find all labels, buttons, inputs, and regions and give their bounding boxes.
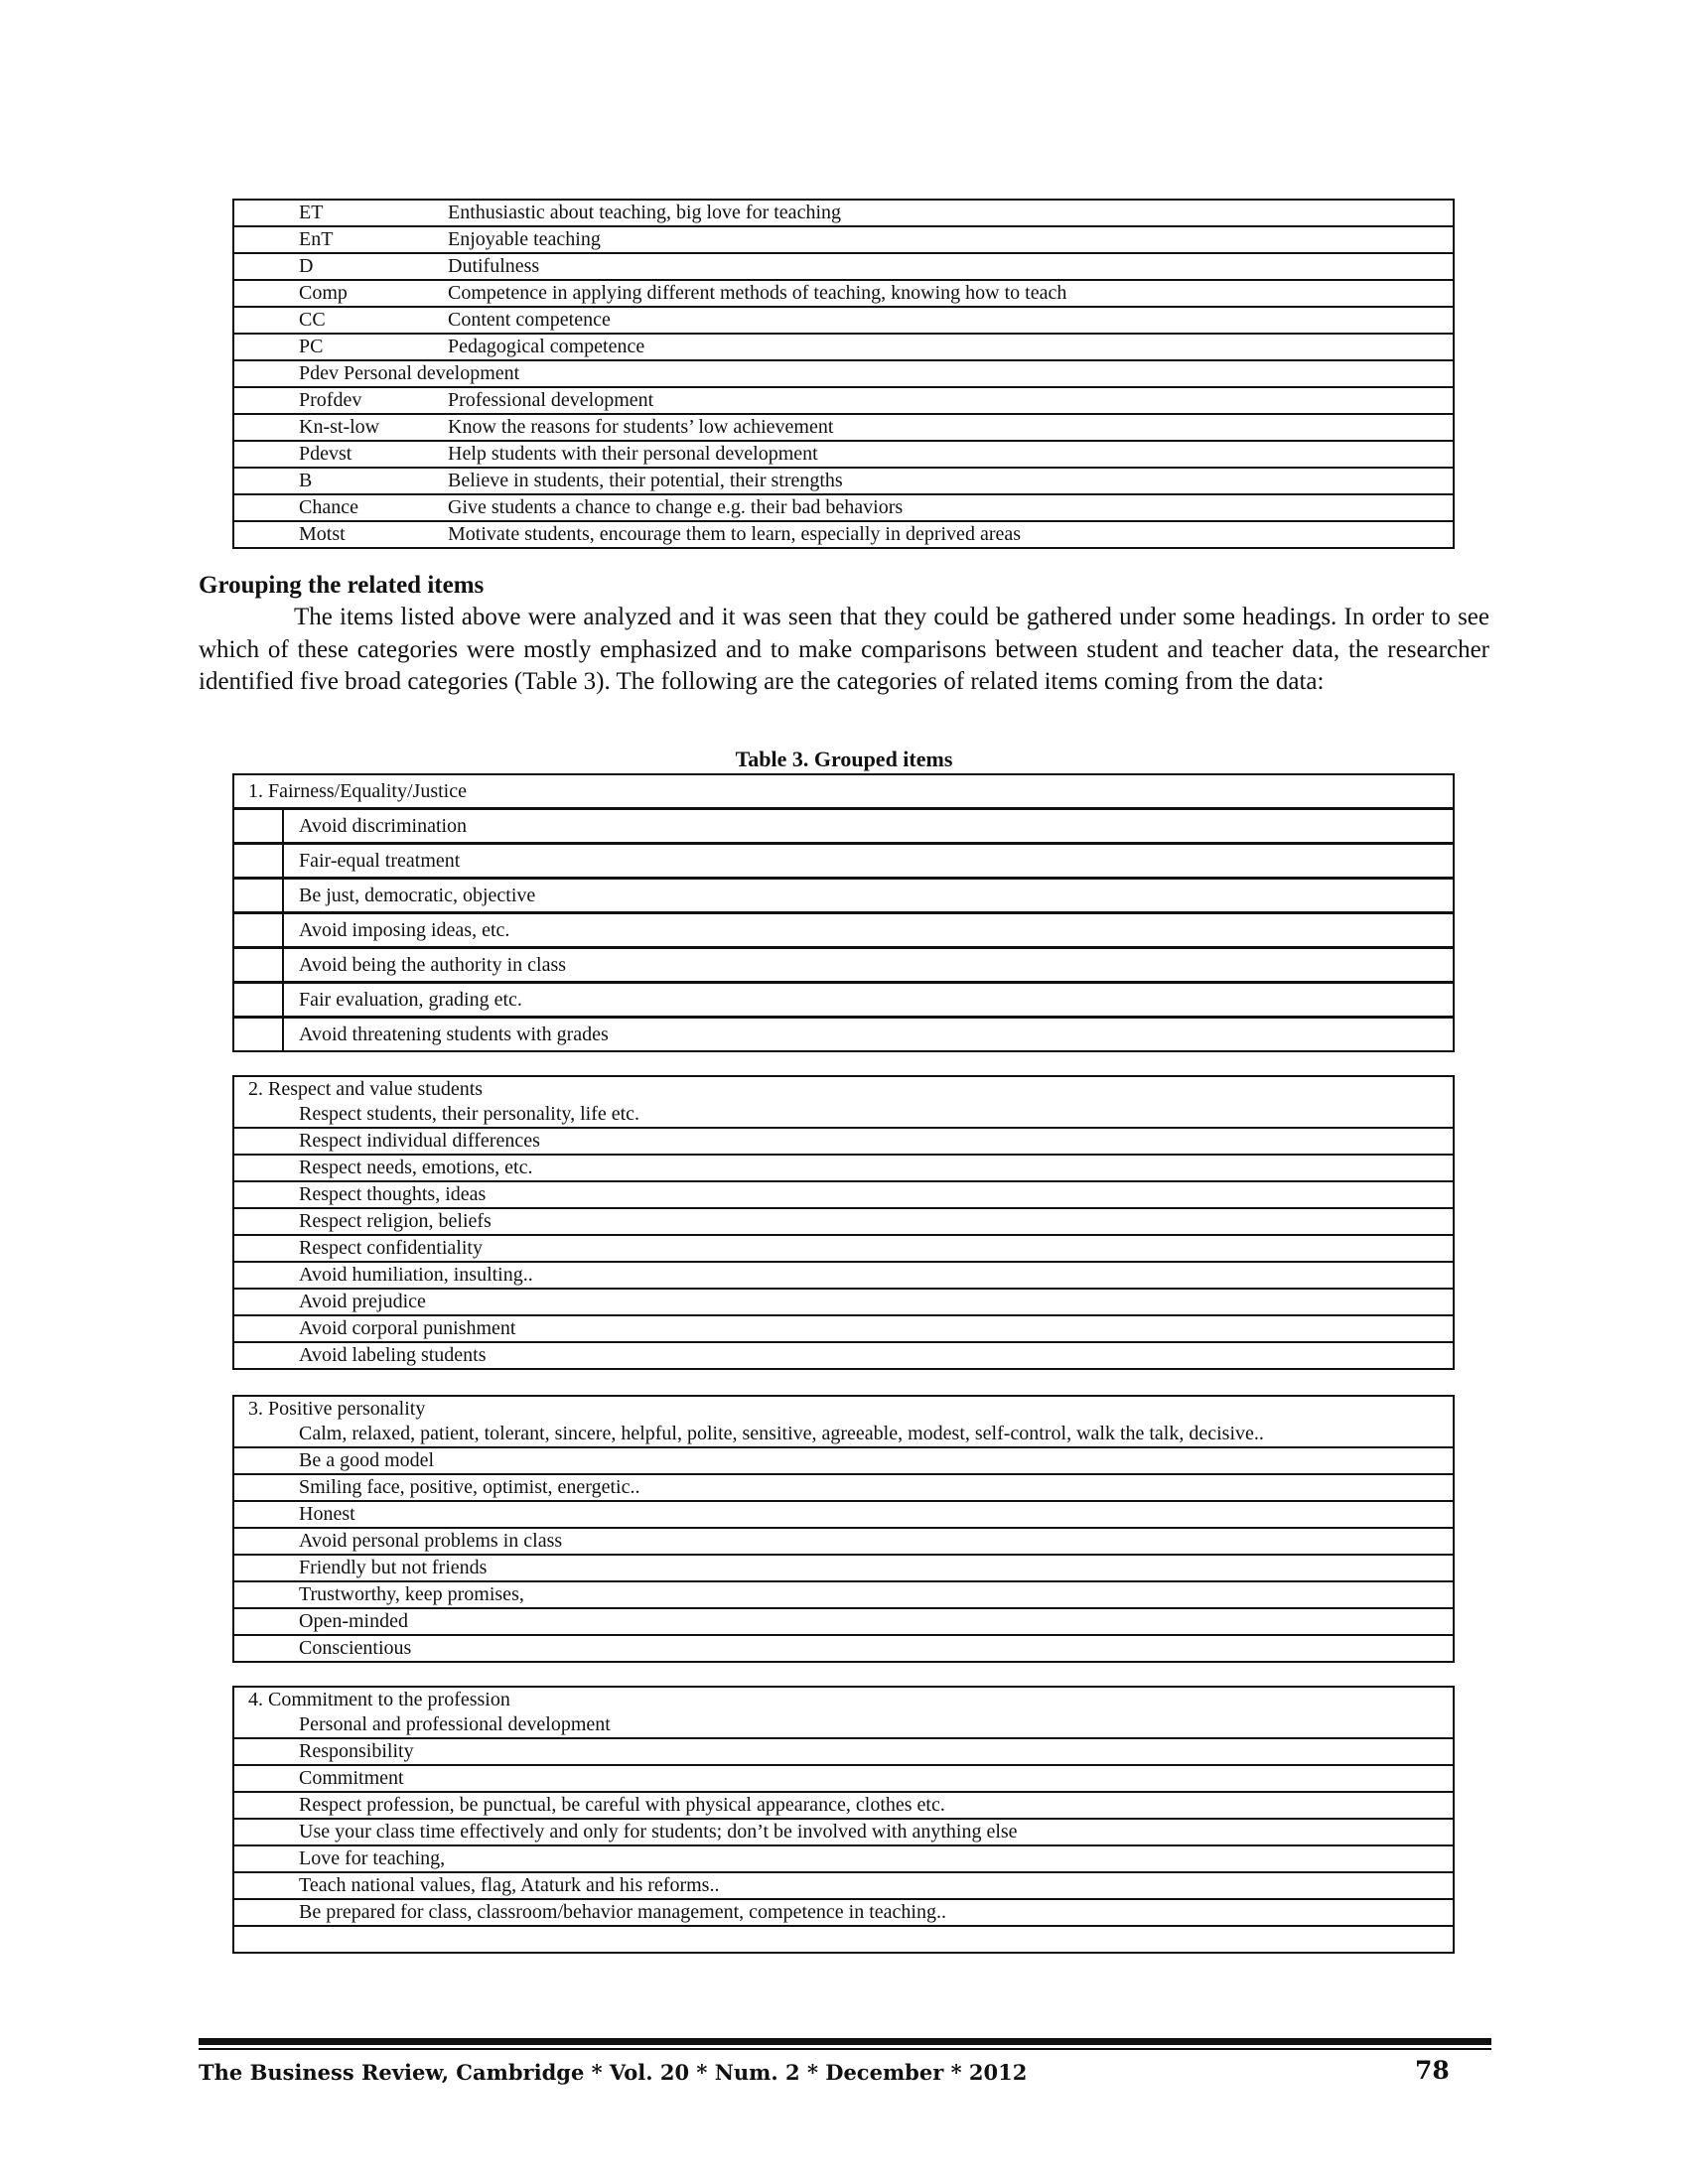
group-item: Smiling face, positive, optimist, energetic.. (233, 1474, 1454, 1501)
group-item-row (233, 1018, 1454, 1052)
group-item-row (233, 1422, 1454, 1447)
group-item: Personal and professional development (299, 1713, 611, 1735)
abbreviation-code: Chance (233, 494, 448, 521)
abbreviation-code: Profdev (233, 387, 448, 414)
group-item: Conscientious (233, 1635, 1454, 1662)
abbreviation-row (233, 414, 1454, 441)
abbreviation-code: ET (299, 202, 324, 223)
group-items (233, 809, 1454, 1052)
group-item-row (233, 913, 1454, 948)
group-item: Responsibility (233, 1738, 1454, 1765)
footer-rule-thin (199, 2048, 1491, 2050)
abbreviation-code: Comp (233, 280, 448, 307)
group-item-row (233, 1738, 1454, 1765)
abbreviation-row (233, 280, 1454, 307)
abbreviation-description: Enthusiastic about teaching, big love for teaching (448, 202, 841, 223)
group-item: Avoid imposing ideas, etc. (283, 913, 1454, 948)
abbreviation-table-body (233, 200, 1454, 548)
group-table-commitment (232, 1686, 1455, 1954)
group-item-row (233, 1926, 1454, 1953)
abbreviation-row (233, 387, 1454, 414)
abbreviation-description: Competence in applying different methods of teaching, knowing how to teach (448, 280, 1454, 307)
abbreviation-description: Content competence (448, 307, 1454, 334)
group-header-row (233, 774, 1454, 809)
group-item-row (233, 1155, 1454, 1181)
group-item-row (233, 1289, 1454, 1315)
abbreviation-description: Help students with their personal development (448, 441, 1454, 468)
group-item: Honest (233, 1501, 1454, 1528)
group-item: Avoid labeling students (233, 1342, 1454, 1369)
group-item: Respect religion, beliefs (233, 1208, 1454, 1235)
group-item: Avoid discrimination (283, 809, 1454, 844)
group-items (233, 1102, 1454, 1369)
group-item-row (233, 1501, 1454, 1528)
group-item-row (233, 983, 1454, 1018)
empty-cell (233, 879, 283, 913)
section-paragraph-text: The items listed above were analyzed and it was seen that they could be gathered under some headings. In order to see which of these categories were mostly emphasized and to make comparisons between student and teacher data, the researcher identified five broad categories (Table 3). The following are the categories of related items coming from the data: (199, 604, 1489, 695)
empty-cell (233, 983, 283, 1018)
group-item: Love for teaching, (233, 1845, 1454, 1872)
group-table-respect (232, 1075, 1455, 1370)
group-item: Be prepared for class, classroom/behavior management, competence in teaching.. (233, 1899, 1454, 1926)
group-header-row (233, 1396, 1454, 1422)
abbreviation-description: Professional development (448, 387, 1454, 414)
group-items (233, 1712, 1454, 1953)
group-title: 2. Respect and value students (248, 1078, 484, 1100)
group-item: Avoid personal problems in class (233, 1528, 1454, 1555)
empty-cell (233, 844, 283, 879)
abbreviation-row (233, 441, 1454, 468)
group-item: Avoid threatening students with grades (283, 1018, 1454, 1052)
abbreviation-code: D (233, 253, 448, 280)
page-number: 78 (1415, 2056, 1450, 2085)
abbreviation-description: Believe in students, their potential, their strengths (448, 468, 1454, 494)
group-item: Respect confidentiality (233, 1235, 1454, 1262)
group-item: Respect needs, emotions, etc. (233, 1155, 1454, 1181)
abbreviation-row (233, 521, 1454, 548)
abbreviation-description: Motivate students, encourage them to learn, especially in deprived areas (448, 521, 1454, 548)
abbreviation-row (233, 226, 1454, 253)
abbreviation-row (233, 468, 1454, 494)
group-item-row (233, 1899, 1454, 1926)
group-item-row (233, 1102, 1454, 1128)
group-item-row (233, 1845, 1454, 1872)
group-item-row (233, 1765, 1454, 1792)
group-item: Teach national values, flag, Ataturk and his reforms.. (233, 1872, 1454, 1899)
group-table-fairness (232, 773, 1455, 1052)
abbreviation-row (233, 494, 1454, 521)
group-item-row (233, 1635, 1454, 1662)
group-header-row (233, 1076, 1454, 1102)
group-item-row (233, 1181, 1454, 1208)
group-title: 4. Commitment to the profession (248, 1689, 510, 1710)
empty-cell (233, 1018, 283, 1052)
group-item-row (233, 1315, 1454, 1342)
group-item-row (233, 1608, 1454, 1635)
group-header-row (233, 1687, 1454, 1712)
abbreviation-row (233, 307, 1454, 334)
abbreviation-code: Pdev Personal development (233, 360, 1454, 387)
group-item-row (233, 1342, 1454, 1369)
group-item: Be a good model (233, 1447, 1454, 1474)
group-title: 1. Fairness/Equality/Justice (248, 780, 467, 802)
abbreviation-description: Dutifulness (448, 253, 1454, 280)
group-item: Respect thoughts, ideas (233, 1181, 1454, 1208)
group-item-row (233, 809, 1454, 844)
footer-journal: The Business Review, Cambridge * Vol. 20 * Num. 2 * December * 2012 (199, 2060, 1028, 2085)
empty-cell (233, 948, 283, 983)
group-item: Avoid being the authority in class (283, 948, 1454, 983)
group-item-row (233, 879, 1454, 913)
group-item-row (233, 1447, 1454, 1474)
group-item-row (233, 1262, 1454, 1289)
group-item: Be just, democratic, objective (283, 879, 1454, 913)
group-item-row (233, 1819, 1454, 1845)
group-item: Respect individual differences (233, 1128, 1454, 1155)
group-item-row (233, 1528, 1454, 1555)
section-paragraph (199, 602, 1489, 699)
group-item: Calm, relaxed, patient, tolerant, sincere, helpful, polite, sensitive, agreeable, modest, self-control, walk the talk, decisive.. (299, 1423, 1264, 1444)
abbreviation-code: Kn-st-low (233, 414, 448, 441)
group-item: Use your class time effectively and only for students; don’t be involved with anything else (233, 1819, 1454, 1845)
group-item: Respect profession, be punctual, be careful with physical appearance, clothes etc. (233, 1792, 1454, 1819)
abbreviation-code: EnT (233, 226, 448, 253)
abbreviation-code: Motst (233, 521, 448, 548)
group-item-row (233, 1474, 1454, 1501)
section-heading: Grouping the related items (199, 572, 485, 599)
group-item-row (233, 1555, 1454, 1581)
group-items (233, 1422, 1454, 1662)
group-title: 3. Positive personality (248, 1398, 426, 1420)
abbreviation-code: Pdevst (233, 441, 448, 468)
group-item: Fair evaluation, grading etc. (283, 983, 1454, 1018)
group-item: Avoid prejudice (233, 1289, 1454, 1315)
group-item: Avoid corporal punishment (233, 1315, 1454, 1342)
group-item: Open-minded (233, 1608, 1454, 1635)
abbreviation-row (233, 253, 1454, 280)
group-item-row (233, 1792, 1454, 1819)
footer-rule-thick (199, 2038, 1491, 2045)
abbreviation-description: Enjoyable teaching (448, 226, 1454, 253)
abbreviation-description: Pedagogical competence (448, 334, 1454, 360)
group-item (233, 1926, 1454, 1953)
empty-cell (233, 913, 283, 948)
group-table-personality (232, 1395, 1455, 1663)
abbreviation-description: Give students a chance to change e.g. their bad behaviors (448, 494, 1454, 521)
group-item: Respect students, their personality, life etc. (299, 1103, 640, 1125)
group-item: Fair-equal treatment (283, 844, 1454, 879)
group-item: Friendly but not friends (233, 1555, 1454, 1581)
group-item-row (233, 844, 1454, 879)
group-item-row (233, 1581, 1454, 1608)
abbreviation-code: PC (233, 334, 448, 360)
empty-cell (233, 809, 283, 844)
group-item-row (233, 1712, 1454, 1738)
group-item: Trustworthy, keep promises, (233, 1581, 1454, 1608)
group-item: Avoid humiliation, insulting.. (233, 1262, 1454, 1289)
group-item-row (233, 1128, 1454, 1155)
group-item-row (233, 1208, 1454, 1235)
group-item-row (233, 1235, 1454, 1262)
abbreviation-table (232, 199, 1455, 549)
group-item: Commitment (233, 1765, 1454, 1792)
abbreviation-row (233, 334, 1454, 360)
group-item-row (233, 1872, 1454, 1899)
abbreviation-row (233, 360, 1454, 387)
abbreviation-description: Know the reasons for students’ low achievement (448, 414, 1454, 441)
abbreviation-code: B (233, 468, 448, 494)
abbreviation-row (233, 200, 1454, 226)
table-caption: Table 3. Grouped items (735, 747, 953, 771)
abbreviation-code: CC (233, 307, 448, 334)
group-item-row (233, 948, 1454, 983)
